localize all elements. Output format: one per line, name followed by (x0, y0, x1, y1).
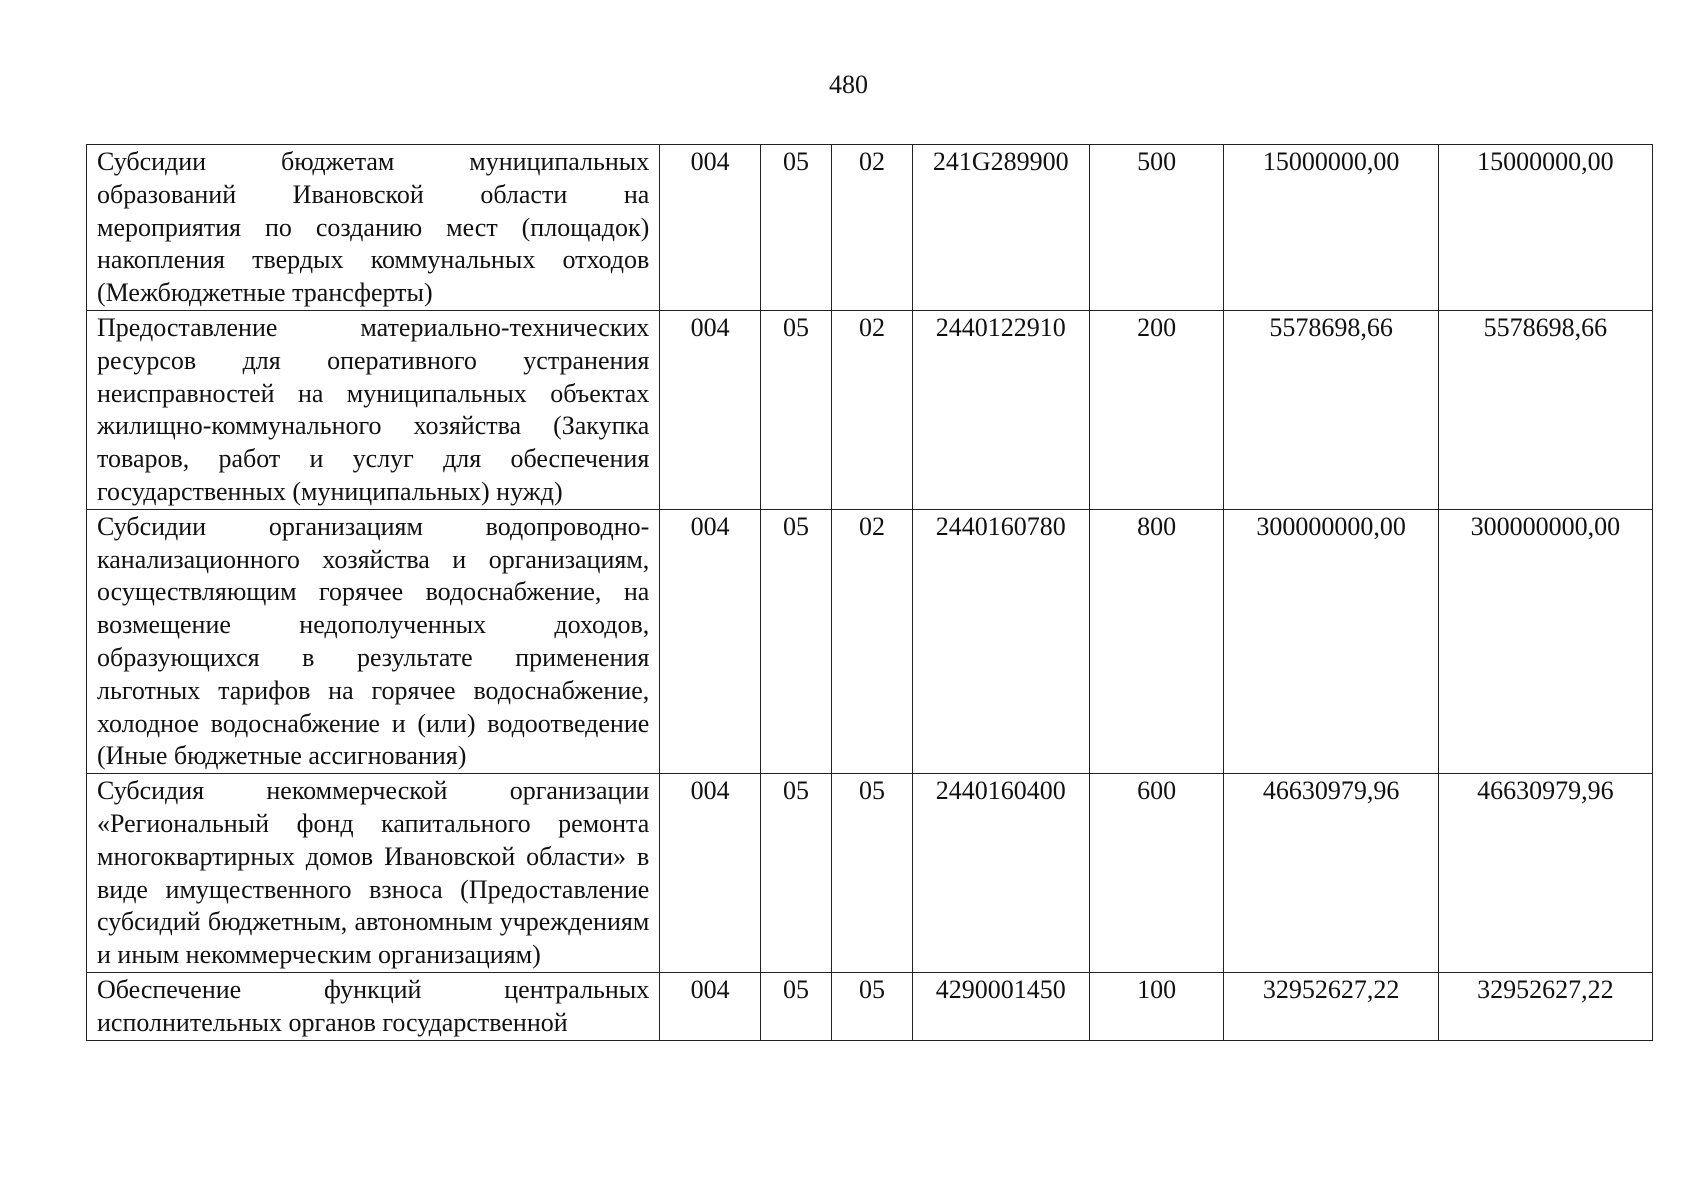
page-number: 480 (829, 70, 868, 99)
subsection-code: 02 (832, 310, 912, 509)
row-description: Предоставление материально-технических ресурсов для оперативного устранения неисправностей на муниципальных объектах жилищно-коммунального хозяйства (Закупка товаров, работ и услуг для обеспечения государственных (муниципальных) нужд) (87, 310, 660, 509)
target-article-code: 4290001450 (912, 972, 1089, 1040)
table-row (87, 145, 1653, 311)
row-description: Субсидия некоммерческой организации «Региональный фонд капитального ремонта многоквартирных домов Ивановской области» в виде имущественного взноса (Предоставление субсидий бюджетным, автономным учреждениям и иным некоммерческим организациям) (87, 774, 660, 973)
section-code: 05 (760, 774, 831, 973)
table-row (87, 310, 1653, 509)
expense-type-code: 600 (1089, 774, 1224, 973)
row-description: Субсидии организациям водопроводно-канализационного хозяйства и организациям, осуществляющим горячее водоснабжение, на возмещение недополученных доходов, образующихся в результате применения льготных тарифов на горячее водоснабжение, холодное водоснабжение и (или) водоотведение (Иные бюджетные ассигнования) (87, 509, 660, 773)
target-article-code: 2440122910 (912, 310, 1089, 509)
target-article-code: 2440160780 (912, 509, 1089, 773)
amount-year2: 300000000,00 (1438, 509, 1652, 773)
amount-year1: 32952627,22 (1224, 972, 1438, 1040)
amount-year2: 32952627,22 (1438, 972, 1652, 1040)
table-row (87, 972, 1653, 1040)
section-code: 05 (760, 145, 831, 311)
subsection-code: 02 (832, 145, 912, 311)
amount-year1: 5578698,66 (1224, 310, 1438, 509)
target-article-code: 2440160400 (912, 774, 1089, 973)
amount-year1: 46630979,96 (1224, 774, 1438, 973)
amount-year2: 5578698,66 (1438, 310, 1652, 509)
expense-type-code: 100 (1089, 972, 1224, 1040)
subsection-code: 02 (832, 509, 912, 773)
section-code: 05 (760, 310, 831, 509)
ministry-code: 004 (660, 145, 761, 311)
amount-year1: 300000000,00 (1224, 509, 1438, 773)
row-description: Обеспечение функций центральных исполнительных органов государственной (87, 972, 660, 1040)
budget-table (86, 144, 1653, 1041)
section-code: 05 (760, 972, 831, 1040)
ministry-code: 004 (660, 774, 761, 973)
subsection-code: 05 (832, 774, 912, 973)
table-row (87, 774, 1653, 973)
section-code: 05 (760, 509, 831, 773)
expense-type-code: 500 (1089, 145, 1224, 311)
expense-type-code: 200 (1089, 310, 1224, 509)
amount-year2: 46630979,96 (1438, 774, 1652, 973)
table-row (87, 509, 1653, 773)
expense-type-code: 800 (1089, 509, 1224, 773)
row-description: Субсидии бюджетам муниципальных образований Ивановской области на мероприятия по созданию мест (площадок) накопления твердых коммунальных отходов (Межбюджетные трансферты) (87, 145, 660, 311)
ministry-code: 004 (660, 310, 761, 509)
amount-year2: 15000000,00 (1438, 145, 1652, 311)
target-article-code: 241G289900 (912, 145, 1089, 311)
ministry-code: 004 (660, 509, 761, 773)
amount-year1: 15000000,00 (1224, 145, 1438, 311)
subsection-code: 05 (832, 972, 912, 1040)
ministry-code: 004 (660, 972, 761, 1040)
